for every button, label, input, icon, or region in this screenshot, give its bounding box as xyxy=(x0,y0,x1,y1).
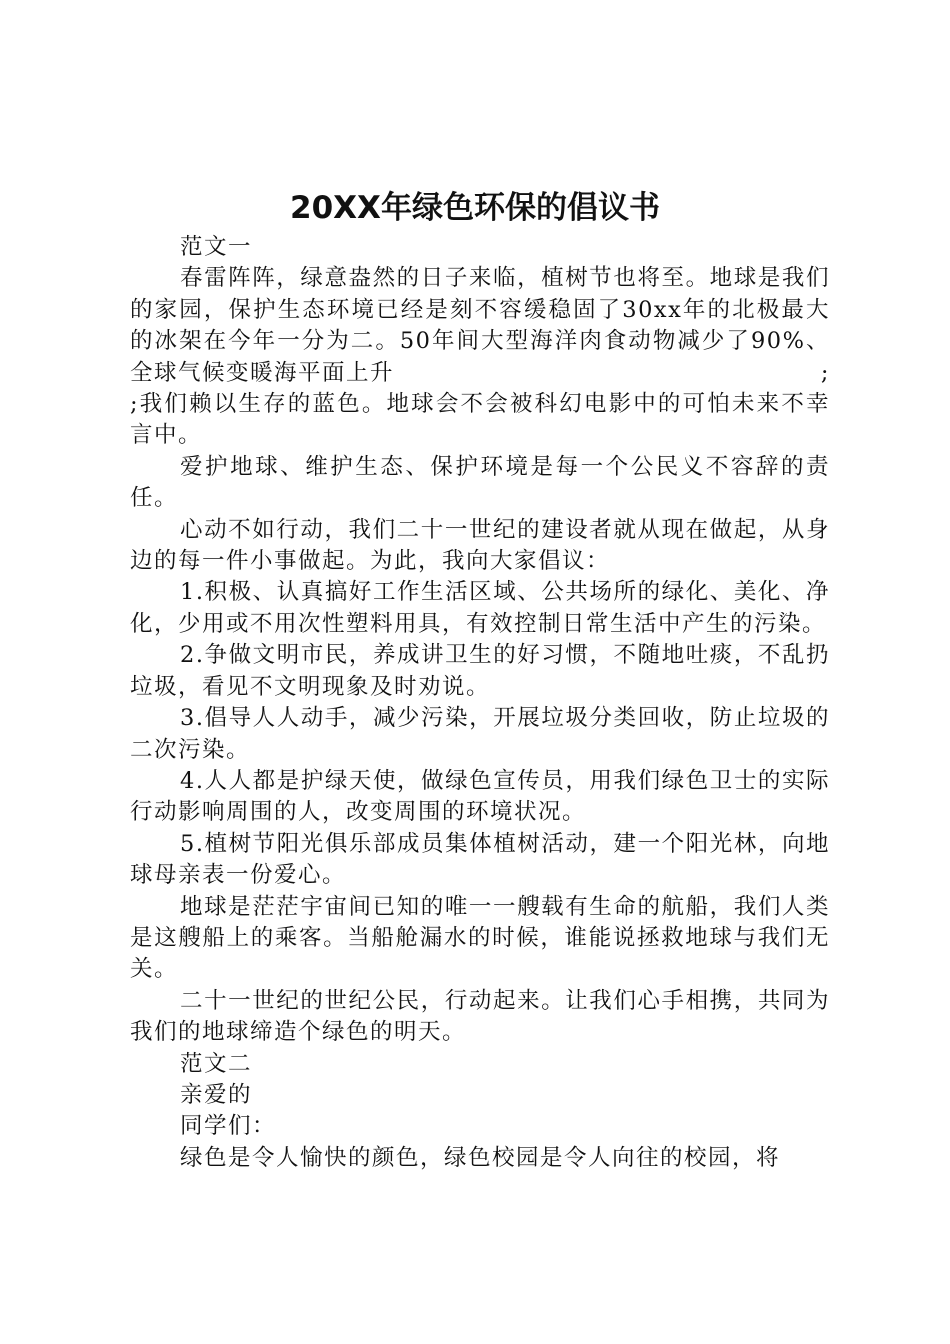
paragraph-intro-semicolon: ; xyxy=(820,359,830,386)
proposal-item-4: 4.人人都是护绿天使，做绿色宣传员，用我们绿色卫士的实际行动影响周围的人，改变周围的环境状况。 xyxy=(130,767,830,826)
section-label-sample-1: 范文一 xyxy=(180,234,253,260)
document-title: 20XX年绿色环保的倡议书 xyxy=(290,190,660,226)
paragraph-intro-continued: ;我们赖以生存的蓝色。地球会不会被科幻电影中的可怕未来不幸言中。 xyxy=(130,391,830,449)
paragraph-call-to-action: 心动不如行动，我们二十一世纪的建设者就从现在做起，从身边的每一件小事做起。为此，我向大家倡议： xyxy=(130,516,830,575)
proposal-item-5: 5.植树节阳光俱乐部成员集体植树活动，建一个阳光林，向地球母亲表一份爱心。 xyxy=(130,830,830,889)
section-label-sample-2: 范文二 xyxy=(180,1050,253,1077)
paragraph-intro xyxy=(130,263,830,389)
document-body xyxy=(130,232,830,1174)
salutation-line-1: 亲爱的 xyxy=(180,1081,253,1108)
paragraph-intro-text: 春雷阵阵，绿意盎然的日子来临，植树节也将至。地球是我们的家园，保护生态环境已经是刻不容缓稳固了30xx年的北极最大的冰架在今年一分为二。50年间大型海洋肉食动物减少了90%、全球气候变暖海平面上升 xyxy=(130,265,830,386)
paragraph-closing: 二十一世纪的世纪公民，行动起来。让我们心手相携，共同为我们的地球缔造个绿色的明天。 xyxy=(130,987,830,1046)
paragraph-green-campus: 绿色是令人愉快的颜色，绿色校园是令人向往的校园，将 xyxy=(180,1144,781,1171)
proposal-item-2: 2.争做文明市民，养成讲卫生的好习惯，不随地吐痰，不乱扔垃圾，看见不文明现象及时劝说。 xyxy=(130,642,830,700)
proposal-item-1: 1.积极、认真搞好工作生活区域、公共场所的绿化、美化、净化，少用或不用次性塑料用具，有效控制日常生活中产生的污染。 xyxy=(130,579,830,637)
salutation-line-2: 同学们： xyxy=(180,1113,277,1140)
paragraph-earth-ship: 地球是茫茫宇宙间已知的唯一一艘载有生命的航船，我们人类是这艘船上的乘客。当船舱漏水的时候，谁能说拯救地球与我们无关。 xyxy=(130,893,830,983)
paragraph-responsibility: 爱护地球、维护生态、保护环境是每一个公民义不容辞的责任。 xyxy=(130,453,830,512)
proposal-item-3: 3.倡导人人动手，减少污染，开展垃圾分类回收，防止垃圾的二次污染。 xyxy=(130,705,830,763)
